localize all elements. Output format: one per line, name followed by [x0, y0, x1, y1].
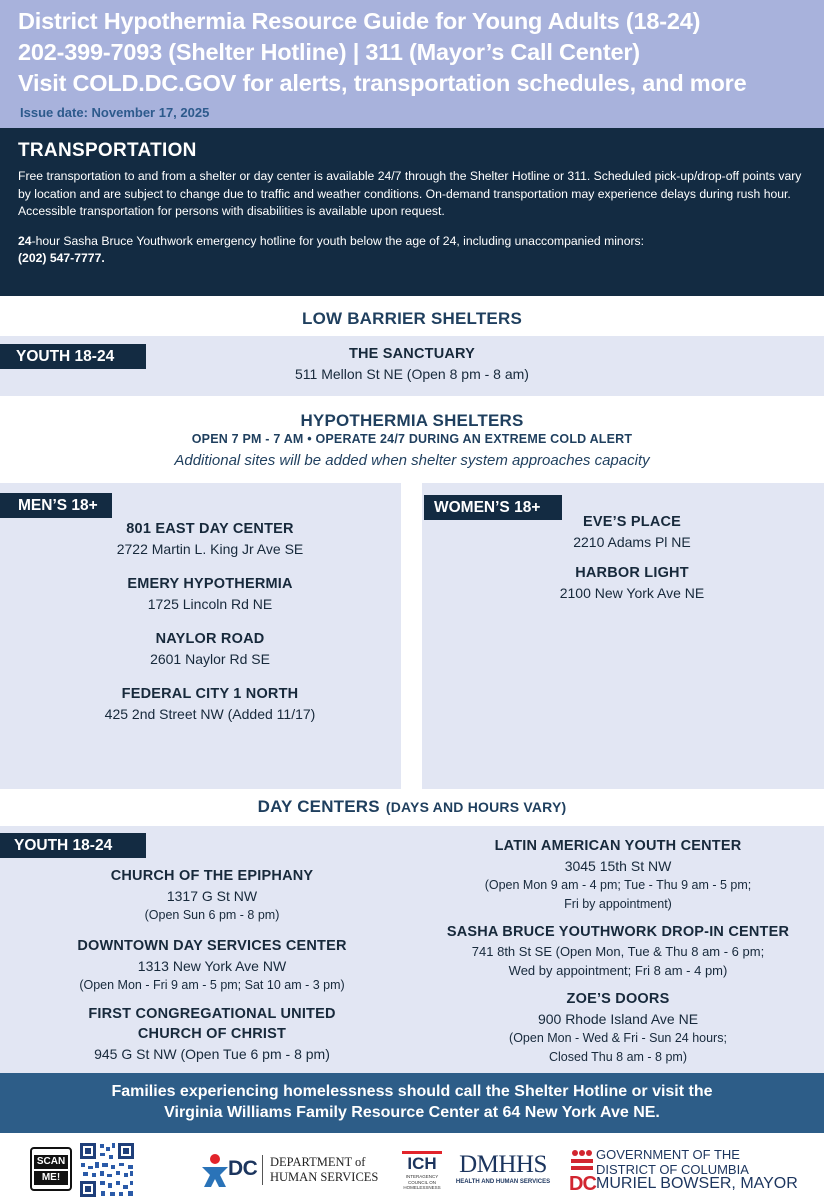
site-hours: (Open Mon - Wed & Fri - Sun 24 hours; — [509, 1031, 727, 1045]
day-center-site — [22, 1004, 402, 1064]
dhs-divider — [262, 1155, 263, 1185]
site-name: CHURCH OF THE EPIPHANY — [110, 868, 314, 884]
site-address-line2: Wed by appointment; Fri 8 am - 4 pm) — [508, 963, 728, 978]
site-address: 2100 New York Ave NE — [559, 585, 705, 601]
site-name: THE SANCTUARY — [348, 346, 476, 362]
site-address: 1317 G St NW — [166, 888, 258, 904]
hypothermia-note: Additional sites will be added when shelter system approaches capacity — [174, 452, 650, 469]
site-name: EMERY HYPOTHERMIA — [127, 576, 293, 592]
site-name: NAYLOR ROAD — [155, 631, 265, 647]
gov-line-1: GOVERNMENT OF THE — [596, 1147, 740, 1162]
women-site — [462, 563, 802, 603]
scan-label: SCAN — [34, 1155, 68, 1169]
transportation-heading: TRANSPORTATION — [18, 140, 197, 161]
site-address: 900 Rhode Island Ave NE — [537, 1011, 699, 1027]
site-address: 1313 New York Ave NW — [137, 958, 287, 974]
low-barrier-heading: LOW BARRIER SHELTERS — [302, 309, 522, 328]
site-address: 3045 15th St NW — [564, 858, 672, 874]
site-address: 945 G St NW (Open Tue 6 pm - 8 pm) — [94, 1046, 330, 1062]
site-name-line2: CHURCH OF CHRIST — [137, 1026, 287, 1042]
transportation-paragraph: Free transportation to and from a shelter or day center is available 24/7 through the Shelter Hotline or 311. Scheduled pick-up/drop-off points vary by location and are subject to change due to traffic and weather conditions. On-demand transportation may experience delays during rush hour. Accessible transportation for persons with disabilities is available upon request. — [18, 169, 802, 218]
website-line: Visit COLD.DC.GOV for alerts, transportation schedules, and more — [18, 70, 747, 96]
women-tag: WOMEN’S 18+ — [424, 495, 562, 520]
hotline-line: 202-399-7093 (Shelter Hotline) | 311 (Mayor’s Call Center) — [18, 39, 640, 65]
site-address: 2722 Martin L. King Jr Ave SE — [116, 541, 304, 557]
site-name: ZOE’S DOORS — [566, 991, 670, 1007]
header-banner — [0, 0, 824, 128]
site-name: EVE’S PLACE — [582, 514, 682, 530]
women-site — [462, 512, 802, 552]
day-center-site — [22, 866, 402, 925]
mayor-name: MURIEL BOWSER, MAYOR — [596, 1175, 798, 1192]
hypothermia-heading: HYPOTHERMIA SHELTERS — [300, 411, 524, 430]
youth-tag: YOUTH 18-24 — [0, 344, 146, 369]
day-youth-tag: YOUTH 18-24 — [0, 833, 146, 858]
site-name: 801 EAST DAY CENTER — [126, 521, 294, 537]
ich-logo — [402, 1151, 442, 1191]
hotline-number: (202) 547-7777. — [18, 251, 105, 265]
families-footer — [0, 1073, 824, 1133]
hotline-hours: 24 — [18, 233, 32, 248]
site-address: 741 8th St SE (Open Mon, Tue & Thu 8 am - 6 pm; — [471, 944, 765, 959]
hypothermia-subheading: OPEN 7 PM - 7 AM • OPERATE 24/7 DURING AN EXTREME COLD ALERT — [191, 432, 633, 446]
transportation-section — [0, 128, 824, 296]
qr-code-icon[interactable] — [78, 1141, 136, 1199]
site-hours: (Open Mon - Fri 9 am - 5 pm; Sat 10 am - 3 pm) — [79, 978, 345, 992]
dmhhs-text: HEALTH AND HUMAN SERVICES — [455, 1179, 551, 1185]
day-center-site — [418, 836, 818, 914]
day-center-site — [418, 922, 818, 980]
site-address: 1725 Lincoln Rd NE — [147, 596, 273, 612]
day-centers-title: DAY CENTERS — [257, 797, 380, 816]
dc-flag-icon — [570, 1149, 594, 1171]
site-name: DOWNTOWN DAY SERVICES CENTER — [77, 938, 347, 954]
sanctuary-site — [212, 344, 612, 384]
men-tag: MEN’S 18+ — [0, 493, 112, 518]
dc-mark: DC — [228, 1157, 258, 1180]
youth-hotline-paragraph — [18, 233, 806, 268]
gov-dc-mark: DC — [569, 1173, 596, 1195]
day-centers-note: (DAYS AND HOURS VARY) — [385, 799, 567, 815]
page-title: District Hypothermia Resource Guide for Young Adults (18-24) — [18, 8, 701, 34]
gov-name — [596, 1147, 749, 1177]
site-address: 425 2nd Street NW (Added 11/17) — [104, 706, 316, 722]
dhs-line-1: DEPARTMENT of — [270, 1155, 366, 1169]
site-hours-line2: Closed Thu 8 am - 8 pm) — [548, 1050, 688, 1064]
site-hours-line2: Fri by appointment) — [564, 897, 672, 911]
scan-me-badge — [30, 1147, 72, 1191]
issue-date: Issue date: November 17, 2025 — [20, 105, 210, 120]
site-hours: (Open Sun 6 pm - 8 pm) — [144, 908, 280, 922]
dmhhs-logo — [455, 1151, 551, 1185]
site-name: LATIN AMERICAN YOUTH CENTER — [494, 838, 742, 854]
men-site — [40, 684, 380, 724]
dhs-figure-icon — [200, 1153, 230, 1189]
dhs-name — [270, 1155, 378, 1185]
site-name: FIRST CONGREGATIONAL UNITED — [88, 1006, 336, 1022]
site-name: HARBOR LIGHT — [575, 565, 689, 581]
hotline-text: -hour Sasha Bruce Youthwork emergency hotline for youth below the age of 24, including unaccompanied minors: — [31, 233, 645, 248]
site-name: SASHA BRUCE YOUTHWORK DROP-IN CENTER — [446, 924, 790, 940]
site-address: 511 Mellon St NE (Open 8 pm - 8 am) — [295, 366, 529, 382]
site-hours: (Open Mon 9 am - 4 pm; Tue - Thu 9 am - 5 pm; — [484, 878, 752, 892]
site-address: 2601 Naylor Rd SE — [150, 651, 270, 667]
site-name: FEDERAL CITY 1 NORTH — [121, 686, 299, 702]
dhs-line-2: HUMAN SERVICES — [270, 1170, 379, 1184]
ich-mark: ICH — [402, 1151, 442, 1174]
footer-line-1: Families experiencing homelessness should call the Shelter Hotline or visit the — [111, 1083, 713, 1100]
footer-line-2: Virginia Williams Family Resource Center at 64 New York Ave NE. — [164, 1104, 660, 1121]
dmhhs-mark: DMHHS — [459, 1151, 547, 1178]
site-address: 2210 Adams Pl NE — [573, 534, 691, 550]
day-center-site — [22, 936, 402, 995]
day-centers-heading — [0, 797, 824, 817]
day-center-site — [418, 989, 818, 1067]
ich-text: INTERAGENCY COUNCIL ON HOMELESSNESS — [403, 1174, 441, 1190]
men-site — [40, 574, 380, 614]
logo-strip — [0, 1133, 824, 1200]
me-label: ME! — [34, 1171, 68, 1185]
men-site — [40, 519, 380, 559]
gov-line-2: DISTRICT OF COLUMBIA — [596, 1162, 749, 1177]
men-site — [40, 629, 380, 669]
